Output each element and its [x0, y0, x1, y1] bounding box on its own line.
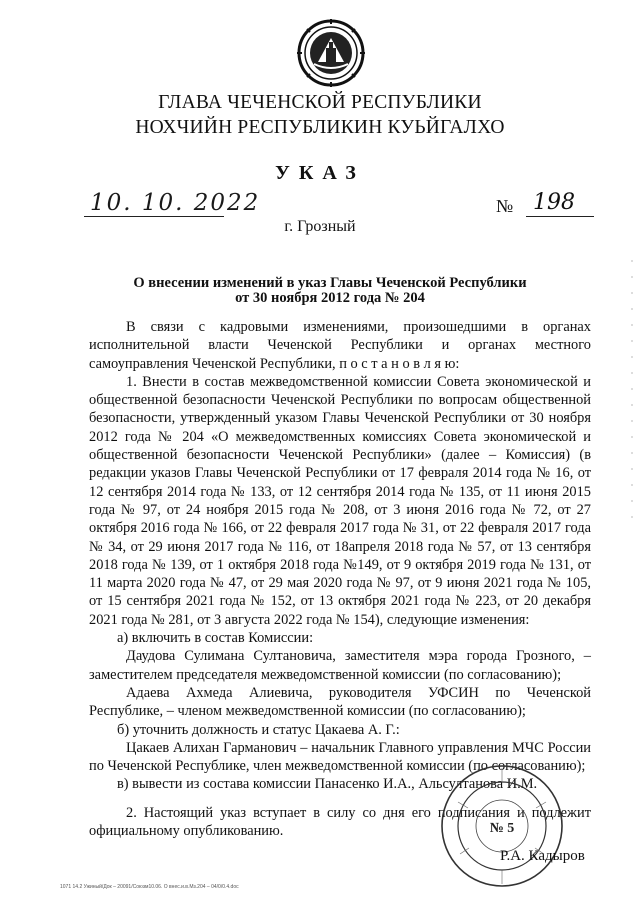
official-seal-stamp	[438, 762, 566, 890]
document-number: 198	[533, 190, 575, 215]
header-title: ГЛАВА ЧЕЧЕНСКОЙ РЕСПУБЛИКИ	[158, 92, 482, 113]
number-underline	[526, 216, 594, 217]
document-date: 10. 10. 2022	[90, 190, 261, 216]
subitem-b-person: Цакаев Алихан Гарманович – начальник Главного управления МЧС России по Чеченской Республике, член межведомственной комиссии (по согласованию);	[89, 739, 591, 775]
scan-edge-mark	[630, 0, 634, 905]
decree-title-line2: от 30 ноября 2012 года № 204	[235, 290, 425, 306]
coat-of-arms-emblem-icon	[296, 18, 366, 88]
date-underline	[84, 216, 224, 217]
item-1-paragraph: 1. Внести в состав межведомственной комиссии Совета экономической и общественной безопасности Чеченской Республики по вопросам общественной безопасности, утвержденный указом Главы Чеченской Республики от 30 ноября 2012 года № 204 «О межведомственных комиссиях Совета экономической и общественной безопасности Чеченской Республики» (далее – Комиссия) (в редакции указов Главы Чеченской Республики от 17 февраля 2014 года № 16, от 12 сентября 2014 года № 133, от 12 сентября 2014 года № 135, от 11 июня 2015 года № 97, от 24 ноября 2015 года № 208, от 3 июня 2016 года № 72, от 27 октября 2016 года № 166, от 22 февраля 2017 года № 31, от 22 февраля 2017 года № 34, от 29 июня 2017 года № 116, от 18апреля 2018 года № 57, от 13 сентября 2018 года № 139, от 1 октября 2018 года №149, от 9 октября 2019 года № 131, от 11 марта 2020 года № 47, от 29 мая 2020 года № 97, от 9 июня 2021 года № 105, от 15 сентября 2021 года № 152, от 13 октября 2021 года № 223, от 20 декабря 2021 года № 281, от 3 августа 2022 года № 154), следующие изменения:	[89, 373, 591, 628]
decree-title	[110, 276, 550, 306]
document-type: УКАЗ	[275, 162, 365, 184]
subitem-a-person-1: Даудова Сулимана Султановича, заместителя мэра города Грозного, – заместителем председателя межведомственной комиссии (по согласованию);	[89, 648, 591, 683]
number-label: №	[496, 196, 514, 216]
preamble-paragraph: В связи с кадровыми изменениями, произошедшими в органах исполнительной власти Чеченской Республики и органах местного самоуправления Чеченской Республики, п о с т а н о в л я ю:	[89, 319, 591, 372]
header-subtitle: НОХЧИЙН РЕСПУБЛИКИН КУЬЙГАЛХО	[135, 117, 505, 138]
signature-name: Р.А. Кадыров	[500, 848, 585, 864]
footer-file-code: 1071 14.2 Ужиный/Док – 20091/Союзм10.06. О внес.и.в.Мз.204 – 04/0/0.4.doc	[60, 884, 239, 890]
document-city: г. Грозный	[284, 218, 356, 235]
subitem-a-person-2: Адаева Ахмеда Алиевича, руководителя УФСИН по Чеченской Республике, – членом межведомственной комиссии (по согласованию);	[89, 684, 591, 720]
subitem-a-label: а) включить в состав Комиссии:	[117, 630, 314, 647]
subitem-b-label: б) уточнить должность и статус Цакаева А. Г.:	[117, 721, 400, 738]
decree-title-line1: О внесении изменений в указ Главы Чеченской Республики	[133, 275, 527, 291]
subitem-v-label: в) вывести из состава комиссии Панасенко И.А., Альсултанова И.М.	[117, 776, 538, 793]
item-2-paragraph: 2. Настоящий указ вступает в силу со дня его подписания и подлежит официальному опубликованию.	[89, 804, 591, 840]
seal-number: № 5	[489, 821, 515, 836]
